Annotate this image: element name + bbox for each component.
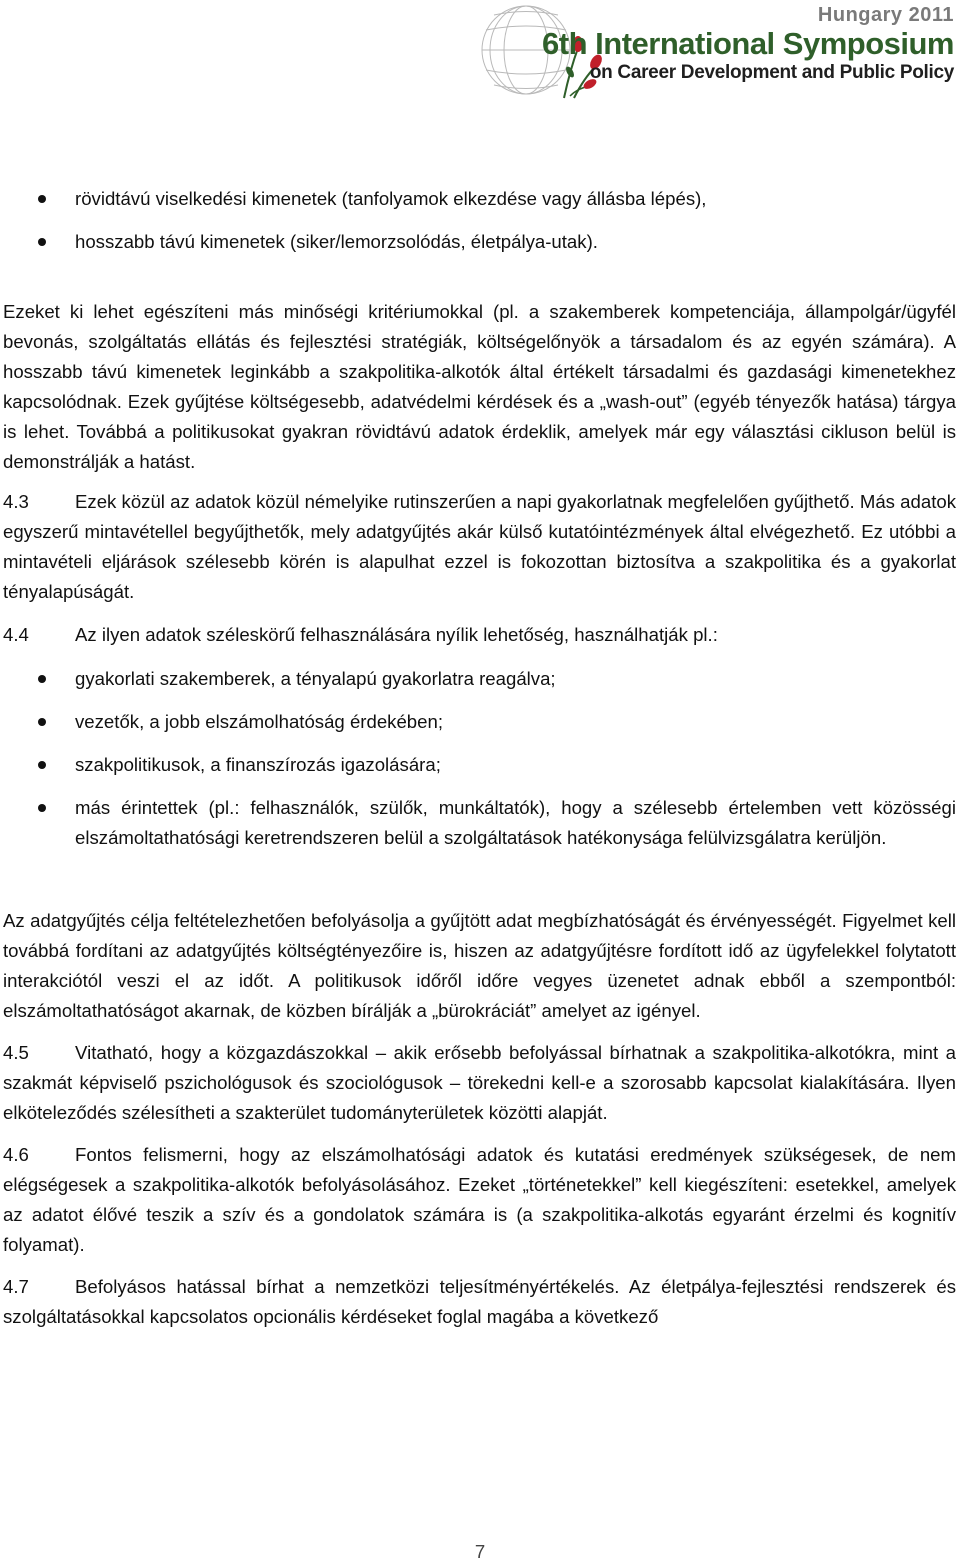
section-4-3 <box>3 487 956 607</box>
section-text: Ezek közül az adatok közül némelyike rutinszerűen a napi gyakorlatnak megfelelően gyűjthető. Más adatok egyszerű mintavétellel begyűjthetők, mely adatgyűjtés akár külső kutatóintézmények által elvégezhető. Ez utóbbi a mintavételi eljárások szélesebb körén is alapulhat ezzel is fokozottan biztosítva a szakpolitika és a gyakorlat tényalapúságát. <box>3 491 956 602</box>
paragraph: Az adatgyűjtés célja feltételezhetően befolyásolja a gyűjtött adat megbízhatóságát és érvényességét. Figyelmet kell továbbá fordítani az adatgyűjtés költségtényezőire is, hiszen az adatgyűjtésre fordított idő az ügyfelekkel folytatott interakciótól veszi el az időt. A politikusok időről időre vegyes üzenetet adnak ebből a szempontból: elszámoltathatóságot akarnak, de közben bírálják a „bürokráciát” amelyet az igényel. <box>3 910 956 1021</box>
section-4-6 <box>3 1140 956 1260</box>
bullet-dot <box>3 750 75 780</box>
bullet-dot <box>3 227 75 257</box>
bullet-item <box>3 793 956 853</box>
logo-line-symposium: 6th International Symposium <box>542 26 954 61</box>
bullet-text: gyakorlati szakemberek, a tényalapú gyakorlatra reagálva; <box>75 668 556 689</box>
bullet-text: vezetők, a jobb elszámolhatóság érdekében; <box>75 711 443 732</box>
bullet-dot <box>3 664 75 694</box>
section-text: Fontos felismerni, hogy az elszámolhatósági adatok és kutatási eredmények szükségesek, de nem elégségesek a szakpolitika-alkotók befolyásolásához. Ezeket „történetekkel” kell kiegészíteni: esetekkel, amelyek az adatot élővé teszik a szív és a gondolatok számára is (a szakpolitika-alkotás egyaránt érzelmi és kognitív folyamat). <box>3 1144 956 1255</box>
logo-line-hungary: Hungary 2011 <box>817 4 954 26</box>
section-text: Befolyásos hatással bírhat a nemzetközi teljesítményértékelés. Az életpálya-fejlesztési rendszerek és szolgáltatásokkal kapcsolatos opcionális kérdéseket foglal magába a következő <box>3 1276 956 1327</box>
body-text <box>3 184 956 1332</box>
section-number: 4.7 <box>3 1276 29 1297</box>
bullet-text: rövidtávú viselkedési kimenetek (tanfolyamok elkezdése vagy állásba lépés), <box>75 188 707 209</box>
section-number: 4.3 <box>3 491 29 512</box>
logo-line-subtitle: on Career Development and Public Policy <box>589 62 954 83</box>
section-4-5 <box>3 1038 956 1128</box>
page-number: 7 <box>474 1541 486 1562</box>
bullet-item <box>3 664 956 694</box>
bullet-item <box>3 227 956 257</box>
section-4-4 <box>3 620 956 650</box>
bullet-text: más érintettek (pl.: felhasználók, szülők, munkáltatók), hogy a szélesebb értelemben vett közösségi elszámoltathatósági keretrendszeren belül a szolgáltatások hatékonysága felülvizsgálatra kerüljön. <box>75 797 956 848</box>
bullet-item <box>3 184 956 214</box>
bullet-item <box>3 707 956 737</box>
symposium-logo <box>478 0 960 100</box>
bullet-text: hosszabb távú kimenetek (siker/lemorzsolódás, életpálya-utak). <box>75 231 598 252</box>
section-text: Az ilyen adatok széleskörű felhasználására nyílik lehetőség, használhatják pl.: <box>75 624 718 645</box>
section-number: 4.6 <box>3 1144 29 1165</box>
bullet-dot <box>3 793 75 823</box>
bullet-text: szakpolitikusok, a finanszírozás igazolására; <box>75 754 441 775</box>
bullet-dot <box>3 184 75 214</box>
section-4-7 <box>3 1272 956 1332</box>
paragraph: Ezeket ki lehet egészíteni más minőségi kritériumokkal (pl. a szakemberek kompetenciája, állampolgár/ügyfél bevonás, szolgáltatás ellátás és fejlesztési stratégiák, költségelőnyök a társadalom és az egyén számára). A hosszabb távú kimenetek leginkább a szakpolitika-alkotók által értékelt társadalmi és gazdasági kimenetekhez kapcsolódnak. Ezek gyűjtése költségesebb, adatvédelmi kérdések és a „wash-out” (egyéb tényezők hatása) tárgya is lehet. Továbbá a politikusokat gyakran rövidtávú adatok érdeklik, amelyek már egy választási cikluson belül is demonstrálják a hatást. <box>3 301 956 472</box>
section-text: Vitatható, hogy a közgazdászokkal – akik erősebb befolyással bírhatnak a szakpolitika-alkotókra, mint a szakmát képviselő pszichológusok és szociológusok – törekedni kell-e a szorosabb kapcsolat kialakítására. Ilyen elköteleződés szélesítheti a szakterület tudományterületek közötti alapját. <box>3 1042 956 1123</box>
bullet-item <box>3 750 956 780</box>
section-number: 4.4 <box>3 624 29 645</box>
bullet-dot <box>3 707 75 737</box>
section-number: 4.5 <box>3 1042 29 1063</box>
